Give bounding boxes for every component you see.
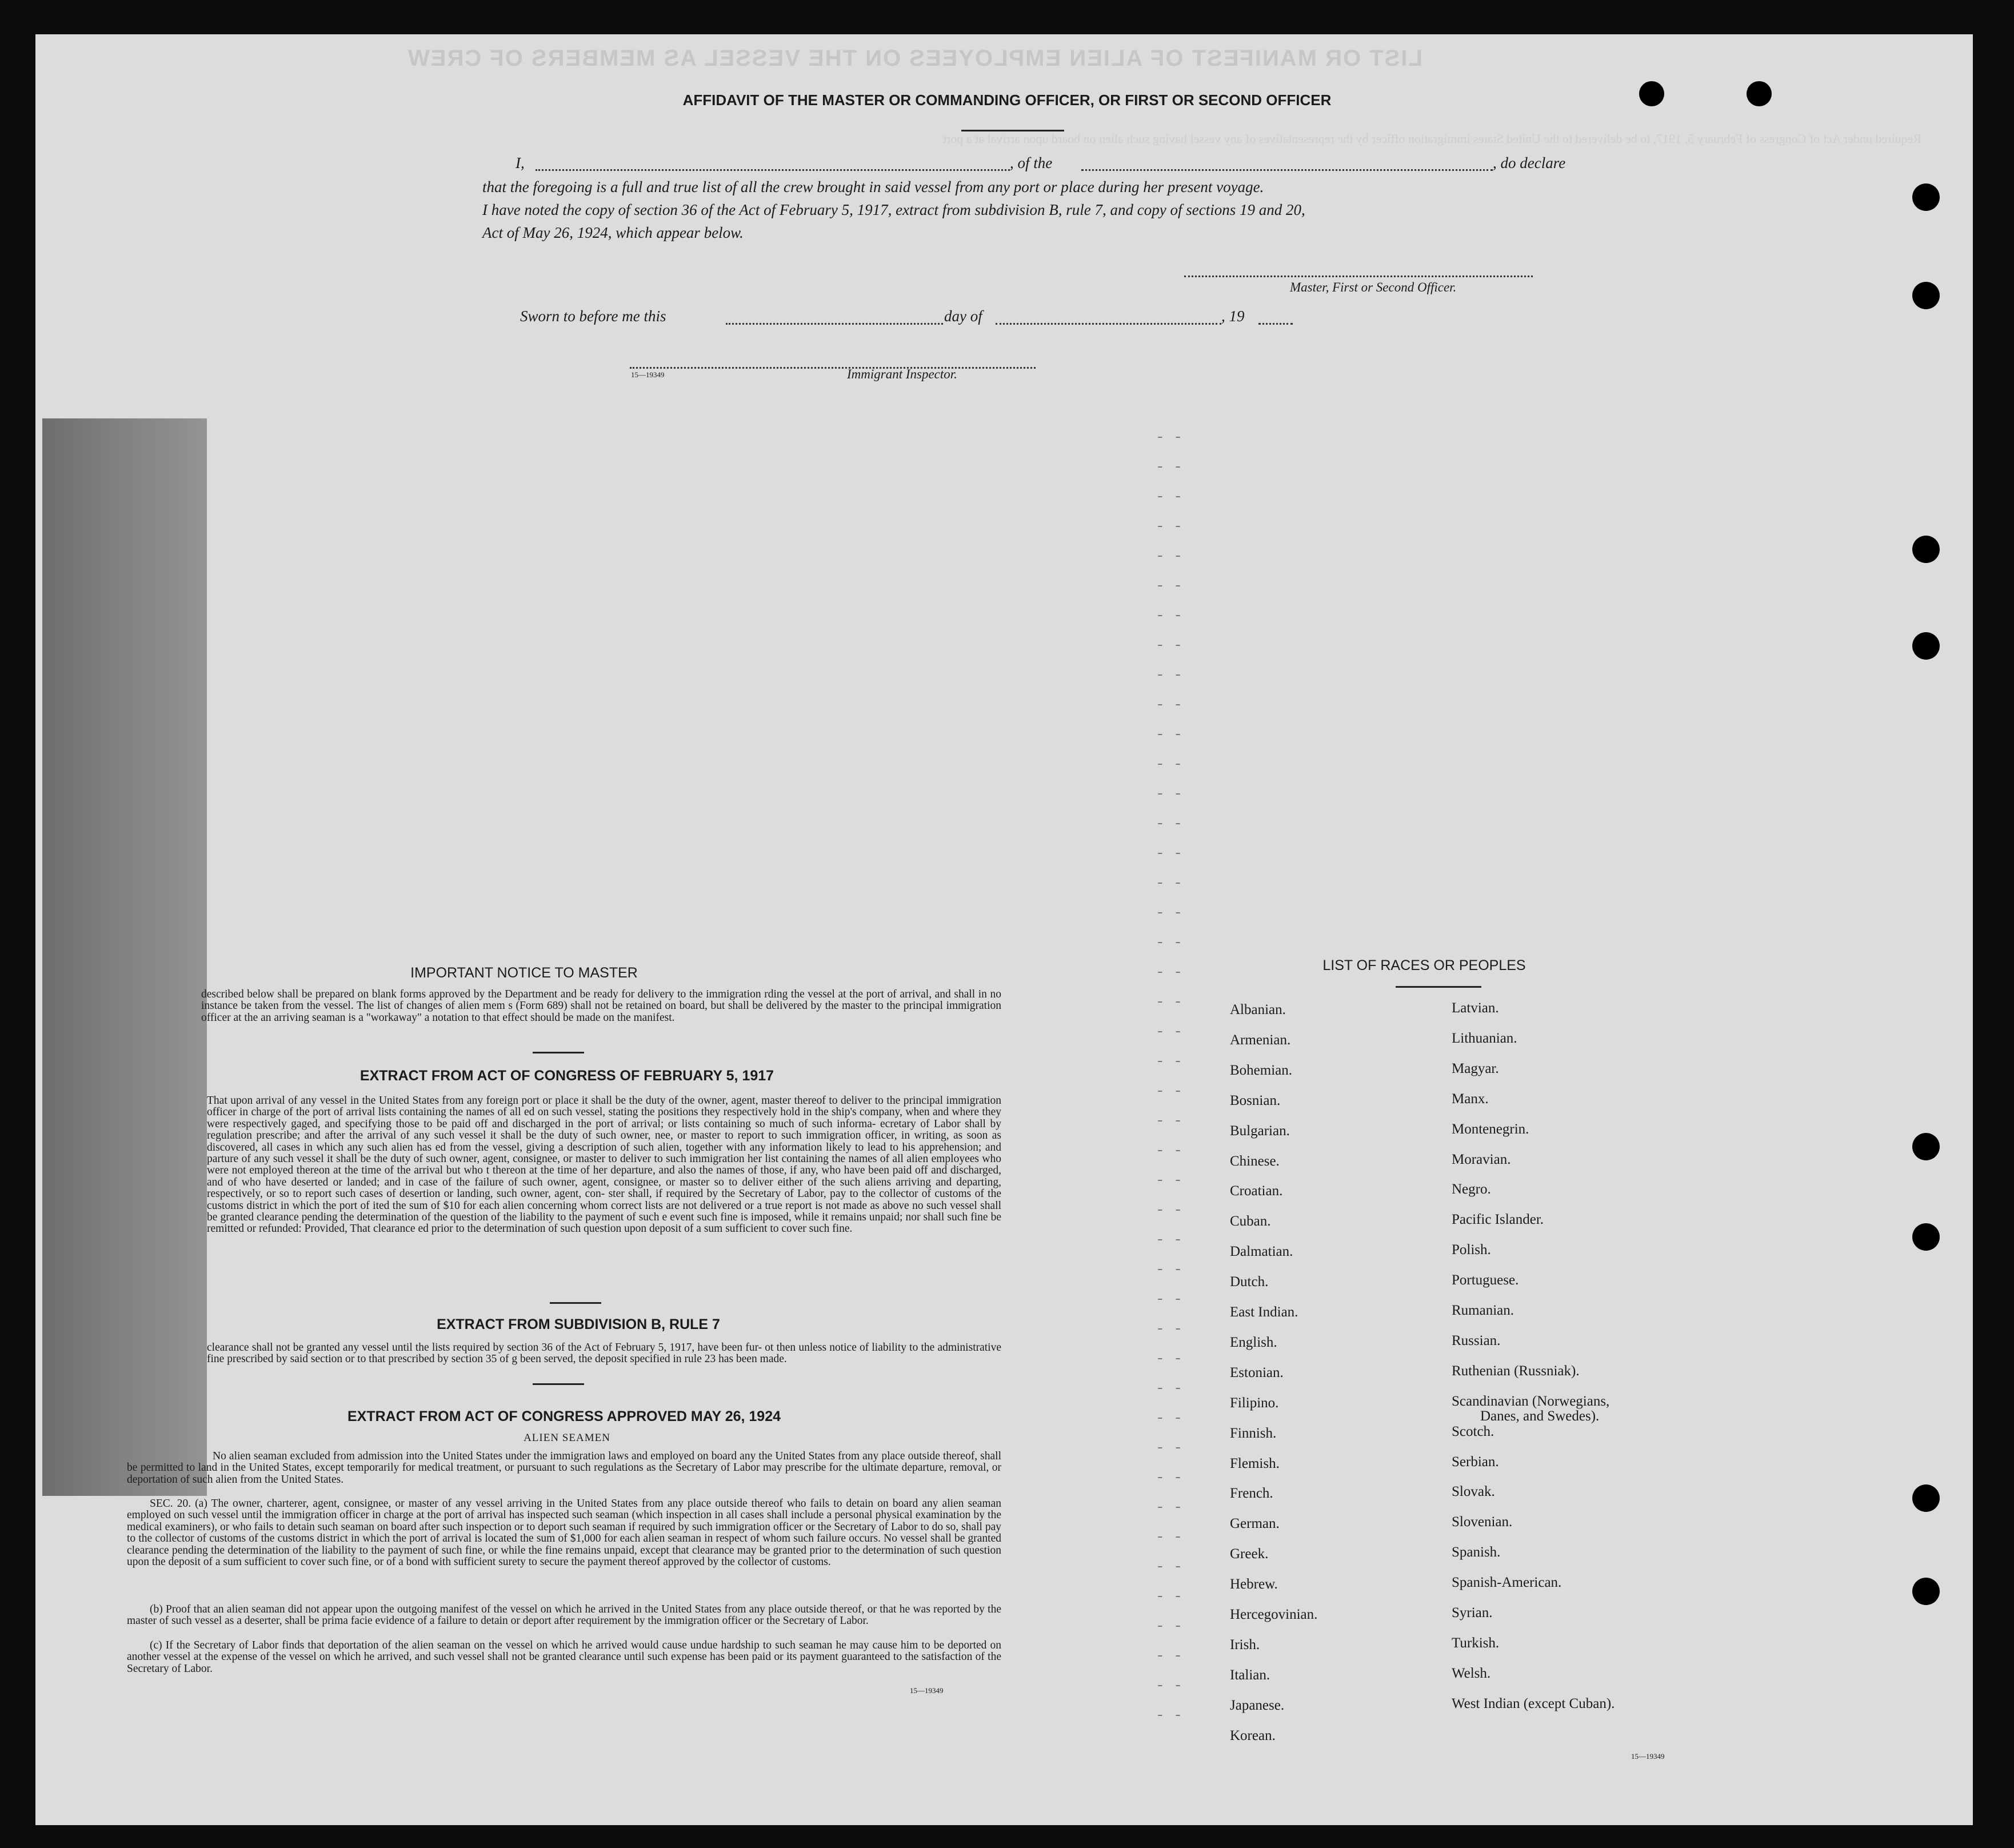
- race-item: Italian.: [1230, 1667, 1270, 1683]
- affidavit-title-rule: [961, 130, 1064, 131]
- bleed-through-header: LIST OR MANIFEST OF ALIEN EMPLOYEES ON THE VESSEL AS MEMBERS OF CREW: [407, 46, 1422, 71]
- sworn-month-field: [996, 323, 1221, 325]
- bleed-dash: - -: [1156, 637, 1182, 654]
- extract-1924-p3: (b) Proof that an alien seaman did not appear upon the outgoing manifest of the vessel on which he arrived in the United States from any place outside thereof, or that he was reported by the master of such vessel as a deserter, shall be prima facie evidence of a failure to detain or deport after requirement by the immigration officer or the Secretary of Labor.: [127, 1603, 1001, 1627]
- extract-1924-p4: (c) If the Secretary of Labor finds that deportation of the alien seaman on the vessel on which he arrived would cause undue hardship to such seaman he may cause him to be deported on another vessel at the expense of the vessel on which he arrived, and such vessel shall not be granted clearance until such expense has been paid or its payment guaranteed to the satisfaction of the Secretary of Labor.: [127, 1639, 1001, 1675]
- affidavit-name-field: [536, 169, 1010, 171]
- bleed-dash: - -: [1156, 1202, 1182, 1219]
- punch-hole: [1639, 81, 1664, 106]
- bleed-dash: - -: [1156, 1320, 1182, 1338]
- race-item: Spanish-American.: [1452, 1575, 1562, 1591]
- bleed-dash: - -: [1156, 1380, 1182, 1397]
- bleed-dash: - -: [1156, 1528, 1182, 1546]
- race-item: Hercegovinian.: [1230, 1607, 1318, 1622]
- rule7-rule: [550, 1302, 601, 1304]
- rule7-text: clearance shall not be granted any vessel until the lists required by section 36 of the Act of February 5, 1917, have been fur- ot then unless notice of liability to the administrative fine prescribed by said section or to that prescribed by section 35 of g been served, the deposit specified in rule 23 has been made.: [207, 1342, 1001, 1366]
- bleed-dash: - -: [1156, 1618, 1182, 1635]
- races-title-rule: [1396, 986, 1481, 988]
- punch-hole: [1912, 282, 1940, 309]
- bleed-dash: - -: [1156, 904, 1182, 921]
- race-item: English.: [1230, 1334, 1277, 1350]
- race-item: Ruthenian (Russniak).: [1452, 1363, 1580, 1379]
- race-item: Moravian.: [1452, 1151, 1511, 1167]
- bleed-dash: - -: [1156, 993, 1182, 1011]
- signature-line: [1184, 276, 1533, 277]
- affidavit-body-line-3: Act of May 26, 1924, which appear below.: [482, 224, 744, 241]
- sworn-year-field: [1258, 323, 1293, 325]
- race-item: Russian.: [1452, 1332, 1501, 1348]
- bleed-dash: - -: [1156, 1647, 1182, 1665]
- bleed-dash: - -: [1156, 1291, 1182, 1308]
- race-item: Magyar.: [1452, 1060, 1499, 1076]
- bleed-dash: - -: [1156, 815, 1182, 832]
- race-item: Portuguese.: [1452, 1272, 1519, 1288]
- bleed-dash: - -: [1156, 934, 1182, 951]
- affidavit-title: AFFIDAVIT OF THE MASTER OR COMMANDING OFFICER, OR FIRST OR SECOND OFFICER: [682, 91, 1332, 109]
- bleed-dash: - -: [1156, 1261, 1182, 1278]
- race-item: Dutch.: [1230, 1274, 1269, 1290]
- bleed-dash: - -: [1156, 1558, 1182, 1575]
- race-item: Flemish.: [1230, 1455, 1280, 1471]
- race-item: French.: [1230, 1486, 1273, 1502]
- bleed-dash: - -: [1156, 785, 1182, 803]
- race-item: Dalmatian.: [1230, 1244, 1293, 1260]
- bleed-dash: - -: [1156, 1350, 1182, 1367]
- bleed-dash: - -: [1156, 875, 1182, 892]
- punch-hole: [1912, 632, 1940, 660]
- race-item: Cuban.: [1230, 1214, 1271, 1230]
- extract-1917-rule: [533, 1052, 584, 1053]
- race-item: Filipino.: [1230, 1395, 1279, 1411]
- race-item: East Indian.: [1230, 1304, 1298, 1320]
- extract-1924-rule: [533, 1383, 584, 1385]
- race-item: Croatian.: [1230, 1183, 1283, 1199]
- punch-hole: [1747, 81, 1772, 106]
- day-of-label: day of: [944, 308, 982, 325]
- bleed-dash: - -: [1156, 1677, 1182, 1694]
- sworn-label: Sworn to before me this: [520, 308, 666, 325]
- bleed-dash: - -: [1156, 518, 1182, 535]
- bleed-dash: - -: [1156, 666, 1182, 684]
- race-item: Danes, and Swedes).: [1480, 1408, 1600, 1424]
- signature-label: Master, First or Second Officer.: [1290, 280, 1457, 294]
- race-item: German.: [1230, 1516, 1280, 1532]
- bleed-dash: - -: [1156, 1231, 1182, 1248]
- extract-1924-form-number: 15—19349: [910, 1686, 944, 1695]
- race-item: Lithuanian.: [1452, 1030, 1517, 1046]
- tape-strip: [42, 418, 207, 1496]
- extract-1924-subtitle: ALIEN SEAMEN: [524, 1432, 610, 1444]
- race-item: Japanese.: [1230, 1697, 1285, 1713]
- race-item: Pacific Islander.: [1452, 1212, 1544, 1228]
- race-item: Latvian.: [1452, 1000, 1499, 1016]
- bleed-dash: - -: [1156, 756, 1182, 773]
- bleed-dash: - -: [1156, 1142, 1182, 1159]
- extract-1924-p1: No alien seaman excluded from admission into the United States under the immigration laws and employed on board any the United States from any place outside thereof, shall be permitted to land in the United States, except temporarily for medical treatment, or pursuant to such regulations as the Secretary of Labor may prescribe for the ultimate departure, removal, or deportation of such alien from the United States.: [127, 1450, 1001, 1486]
- notice-title: IMPORTANT NOTICE TO MASTER: [410, 965, 638, 981]
- race-item: Albanian.: [1230, 1002, 1286, 1017]
- affidavit-vessel-field: [1081, 169, 1493, 171]
- punch-hole: [1912, 1223, 1940, 1251]
- race-item: Armenian.: [1230, 1032, 1291, 1048]
- extract-1917-title: EXTRACT FROM ACT OF CONGRESS OF FEBRUARY 5, 1917: [359, 1068, 774, 1084]
- document-page: [35, 34, 1973, 1825]
- punch-hole: [1912, 183, 1940, 211]
- race-item: West Indian (except Cuban).: [1452, 1695, 1615, 1711]
- bleed-dash: - -: [1156, 1469, 1182, 1486]
- inspector-form-number: 15—19349: [631, 370, 665, 379]
- extract-1924-p2: SEC. 20. (a) The owner, charterer, agent, consignee, or master of any vessel arriving in the United States from any place outside thereof who fails to detain on board any alien seaman employed on such vessel until the immigration officer in charge at the port of arrival has inspected such seaman (which inspection in all cases shall include a personal physical examination by the medical examiners), or who fails to detain such seaman on board after such inspection or to deport such seaman if required by such immigration officer or the Secretary of Labor to do so, shall pay to the collector of customs of the customs district in which the port of arrival is located the sum of $1,000 for each alien seaman in respect of whom such failure occurs. No vessel shall be granted clearance pending the determination of the liability to the payment of such fine, or while the fine remains unpaid, except that clearance may be granted prior to the determination of such question upon the deposit of a sum sufficient to cover such fine, or of a bond with sufficient surety to secure the payment thereof approved by the collector of customs.: [127, 1498, 1001, 1568]
- bleed-dash: - -: [1156, 458, 1182, 476]
- bleed-dash: - -: [1156, 1112, 1182, 1129]
- race-item: Negro.: [1452, 1182, 1491, 1198]
- affidavit-body-line-1: that the foregoing is a full and true list of all the crew brought in said vessel from any port or place during her present voyage.: [482, 178, 1264, 195]
- bleed-dash: - -: [1156, 1588, 1182, 1605]
- affidavit-i-label: I,: [516, 154, 525, 171]
- bleed-dash: - -: [1156, 1053, 1182, 1070]
- bleed-dash: - -: [1156, 1083, 1182, 1100]
- race-item: Estonian.: [1230, 1364, 1284, 1380]
- inspector-label: Immigrant Inspector.: [847, 367, 957, 381]
- race-item: Slovenian.: [1452, 1514, 1513, 1530]
- race-item: Chinese.: [1230, 1153, 1280, 1169]
- bleed-dash: - -: [1156, 577, 1182, 594]
- punch-hole: [1912, 1578, 1940, 1605]
- affidavit-declare-label: , do declare: [1493, 154, 1566, 171]
- race-item: Spanish.: [1452, 1544, 1501, 1560]
- bleed-dash: - -: [1156, 1023, 1182, 1040]
- inspector-signature-line: [630, 367, 1036, 369]
- extract-1917-text: That upon arrival of any vessel in the United States from any foreign port or place it shall be the duty of the owner, agent, master thereof to deliver to the principal immigration officer in charge of the port of arrival lists containing the names of all ed on such vessel, stating the positions they respectively hold in the ship's company, when and where they were respectively gaged, and specifying those to be paid off and discharged in the port of arrival; or lists containing so much of such informa- ecretary of Labor shall by regulation prescribe; and after the arrival of any such vessel it shall be the duty of such owner, nee, or master to report to such immigration officer, in writing, as soon as discovered, all cases in which any such alien has ed from the vessel, giving a description of such alien, together with any information likely to lead to his apprehension; and parture of any such vessel it shall be the duty of such owner, agent, consignee, or master to deliver to such immigration her list containing the names of all alien employees who were not employed thereon at the time of the arrival but who t thereon at the time of her departure, and also the names of those, if any, who have been paid off and discharged, and of who have deserted or landed; and in case of the failure of such owner, agent, consignee, or master so to deliver either of the such aliens arriving and departing, respectively, or so to report such cases of desertion or landing, such owner, agent, con- ster shall, if required by the Secretary of Labor, pay to the collector of customs of the customs district in which the port of ited the sum of $10 for each alien concerning whom correct lists are not delivered or a true report is not made as above no such vessel shall be granted clearance pending the determination of the question of the liability to the payment of such e event such fine is imposed, while it remains unpaid; nor shall such fine be remitted or refunded: Provided, That clearance ed prior to the determination of such question upon deposit of a sum sufficient to cover such fine.: [207, 1095, 1001, 1235]
- race-item: Scandinavian (Norwegians,: [1452, 1393, 1610, 1409]
- bleed-dash: - -: [1156, 696, 1182, 713]
- bleed-dash: - -: [1156, 429, 1182, 446]
- rule7-title: EXTRACT FROM SUBDIVISION B, RULE 7: [437, 1316, 720, 1332]
- bleed-dash: - -: [1156, 1499, 1182, 1516]
- race-item: Bulgarian.: [1230, 1123, 1290, 1139]
- races-title: LIST OF RACES OR PEOPLES: [1322, 957, 1526, 973]
- race-item: Hebrew.: [1230, 1576, 1278, 1592]
- bleed-dash: - -: [1156, 964, 1182, 981]
- race-item: Scotch.: [1452, 1423, 1494, 1439]
- extract-1924-title: EXTRACT FROM ACT OF CONGRESS APPROVED MAY 26, 1924: [347, 1408, 781, 1424]
- notice-text: described below shall be prepared on blank forms approved by the Department and be ready for delivery to the immigration rding the vessel at the port of arrival, and shall in no instance be taken from the vessel. The list of changes of alien mem s (Form 689) shall not be retained on board, but shall be delivered by the master to the principal immigration officer at the an arriving seaman is a "workaway" a notation to that effect should be made on the manifest.: [201, 988, 1001, 1024]
- bleed-dash: - -: [1156, 607, 1182, 624]
- race-item: Turkish.: [1452, 1635, 1500, 1651]
- race-item: Montenegrin.: [1452, 1121, 1529, 1137]
- race-item: Serbian.: [1452, 1454, 1499, 1470]
- race-item: Rumanian.: [1452, 1303, 1515, 1318]
- year-label: , 19: [1221, 308, 1245, 325]
- race-item: Irish.: [1230, 1637, 1260, 1653]
- race-item: Bosnian.: [1230, 1092, 1281, 1108]
- bleed-dash: - -: [1156, 726, 1182, 743]
- race-item: Finnish.: [1230, 1425, 1277, 1441]
- bleed-dash: - -: [1156, 1410, 1182, 1427]
- race-item: Syrian.: [1452, 1605, 1493, 1621]
- race-item: Manx.: [1452, 1091, 1489, 1107]
- bleed-dash: - -: [1156, 1439, 1182, 1456]
- bleed-dash: - -: [1156, 488, 1182, 505]
- bleed-dash: - -: [1156, 1707, 1182, 1724]
- bleed-through-subheader: Required under Act of Congress of February 5, 1917, to be delivered to the United States immigration officer by the representatives of any vessel having such alien on board upon arrival at a port: [942, 131, 1921, 146]
- races-form-number: 15—19349: [1631, 1752, 1665, 1761]
- bleed-dash: - -: [1156, 548, 1182, 565]
- race-item: Korean.: [1230, 1727, 1276, 1743]
- punch-hole: [1912, 1133, 1940, 1160]
- affidavit-of-the-label: , of the: [1010, 154, 1053, 171]
- race-item: Polish.: [1452, 1242, 1491, 1258]
- race-item: Bohemian.: [1230, 1062, 1293, 1078]
- sworn-day-field: [726, 323, 943, 325]
- affidavit-body-line-2: I have noted the copy of section 36 of the Act of February 5, 1917, extract from subdivision B, rule 7, and copy of sections 19 and 20,: [482, 201, 1305, 218]
- bleed-dash: - -: [1156, 845, 1182, 862]
- bleed-dash: - -: [1156, 1172, 1182, 1189]
- punch-hole: [1912, 1484, 1940, 1512]
- race-item: Slovak.: [1452, 1484, 1495, 1500]
- punch-hole: [1912, 536, 1940, 563]
- race-item: Welsh.: [1452, 1665, 1491, 1681]
- race-item: Greek.: [1230, 1546, 1269, 1562]
